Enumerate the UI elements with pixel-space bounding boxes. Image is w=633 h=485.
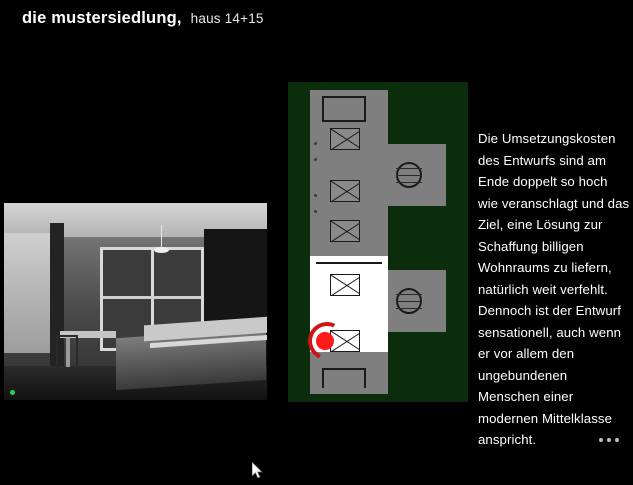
floor-plan-diagram [288, 82, 468, 402]
plan-stair-tread [396, 182, 422, 183]
plan-stair-tread [396, 294, 422, 295]
plan-stair-block [330, 180, 360, 202]
pager-dot[interactable] [607, 438, 611, 442]
plan-wall-line [322, 368, 366, 370]
plan-stair-tread [396, 308, 422, 309]
plan-stair-block [330, 128, 360, 150]
plan-stair-tread [396, 301, 422, 302]
pager-dot[interactable] [599, 438, 603, 442]
photo-chair [56, 335, 78, 369]
plan-wall-line [322, 96, 366, 98]
plan-stair-tread [396, 175, 422, 176]
body-text-column [478, 128, 630, 451]
plan-axis-dot [314, 194, 317, 197]
plan-stair-tread [396, 168, 422, 169]
plan-red-dot-marker [316, 332, 334, 350]
interior-photograph [4, 203, 267, 400]
photo-lamp-cord [161, 225, 162, 249]
plan-wall-line [322, 120, 366, 122]
plan-wall-line [364, 96, 366, 122]
page-header [0, 0, 633, 36]
plan-wall-line [364, 368, 366, 388]
photo-left-wall [4, 233, 56, 353]
plan-wall-line [322, 368, 324, 388]
plan-axis-dot [314, 142, 317, 145]
pagination-dots[interactable] [599, 438, 619, 442]
plan-wall-line [322, 96, 324, 122]
plan-axis-dot [314, 210, 317, 213]
pager-dot[interactable] [615, 438, 619, 442]
plan-wall-line [316, 262, 382, 264]
photo-ceiling-lamp [154, 247, 169, 253]
green-marker-dot [10, 390, 15, 395]
mouse-pointer-icon [252, 462, 264, 480]
body-paragraph: Die Umsetzungskosten des Entwurfs sind am Ende doppelt so hoch wie veranschlagt und das Ziel, eine Lösung zur Schaffung billigen Wohnraums zu liefern, natürlich weit verfehlt. Dennoch ist der Entwurf sensationell, auch wenn er vor allem den ungebundenen Menschen einer modernen Mittelklasse anspricht. [478, 131, 630, 447]
page-subtitle: haus 14+15 [190, 10, 264, 26]
page-title: die mustersiedlung, [22, 8, 182, 27]
plan-stair-block [330, 220, 360, 242]
plan-axis-dot [314, 158, 317, 161]
plan-stair-block [330, 274, 360, 296]
